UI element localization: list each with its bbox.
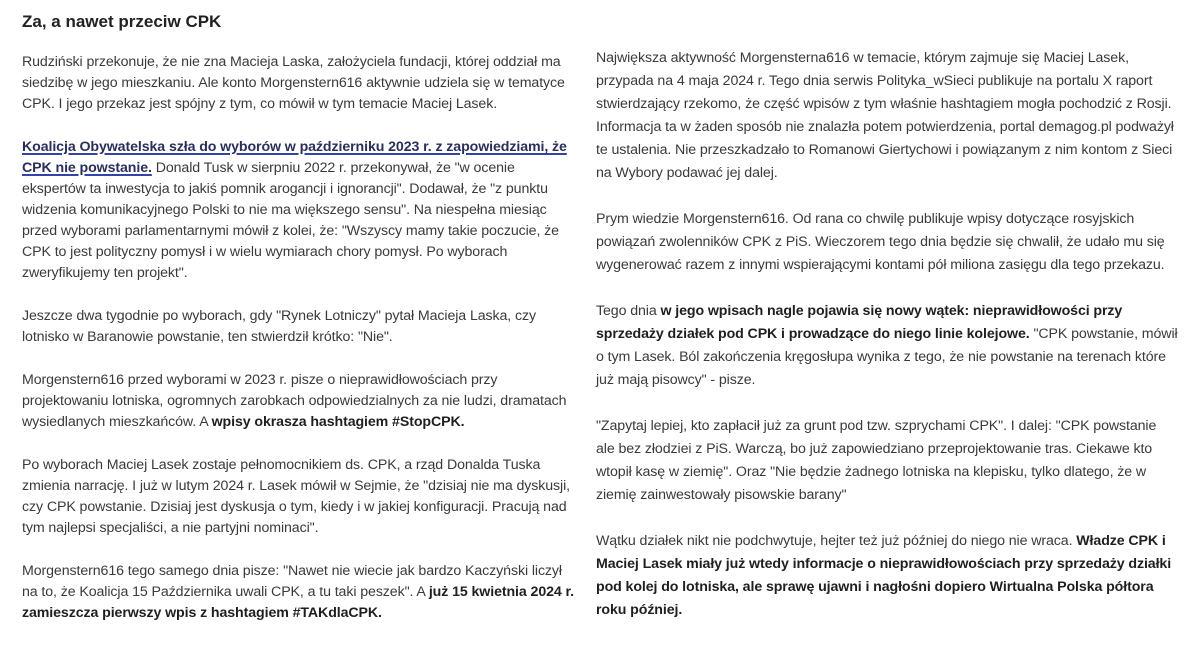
ko-election-link[interactable]: Koalicja Obywatelska szła do wyborów w październiku 2023 r. z zapowiedziami, że CPK nie powstanie. bbox=[22, 139, 567, 176]
paragraph-new-thread-text1: Tego dnia bbox=[596, 303, 661, 319]
right-column bbox=[596, 47, 1178, 645]
paragraph-rynek-lotniczy: Jeszcze dwa tygodnie po wyborach, gdy "Rynek Lotniczy" pytał Macieja Laska, czy lotnisko w Baranowie powstanie, ten stwierdził krótko: "Nie". bbox=[22, 308, 536, 345]
paragraph-may-activity: Największa aktywność Morgensterna616 w temacie, którym zajmuje się Maciej Lasek, przypada na 4 maja 2024 r. Tego dnia serwis Polityka_wSieci publikuje na portalu X raport stwierdzający rzekomo, że część wpisów z tym właśnie hashtagiem mogła pochodzić z Rosji. Informacja ta w żaden sposób nie znalazła potem potwierdzenia, portal demagog.pl podważył te ustalenia. Nie przeszkadzało to Romanowi Giertychowi i powiązanym z nim kontom z Sieci na Wybory podawać jej dalej. bbox=[596, 50, 1174, 181]
paragraph-takdlacpk bbox=[22, 561, 578, 624]
paragraph-intro: Rudziński przekonuje, że nie zna Macieja Laska, założyciela fundacji, której oddział ma siedzibę w jego mieszkaniu. Ale konto Morgenstern616 aktywnie udziela się w tematyce CPK. I jego przekaz jest spójny z tym, co mówił w tym temacie Maciej Lasek. bbox=[22, 54, 565, 112]
paragraph-prym: Prym wiedzie Morgenstern616. Od rana co chwilę publikuje wpisy dotyczące rosyjskich powiązań zwolenników CPK z PiS. Wieczorem tego dnia będzie się chwalił, że udało mu się wygenerować razem z innymi wspierającymi kontami pół miliona zasięgu dla tego przekazu. bbox=[596, 211, 1165, 273]
paragraph-conclusion-bold: Władze CPK i Maciej Lasek miały już wtedy informacje o nieprawidłowościach przy sprzedaży działki pod kolej do lotniska, ale sprawę ujawni i nagłośni dopiero Wirtualna Polska półtora roku później. bbox=[596, 533, 1172, 618]
paragraph-takdlacpk-text: Morgenstern616 tego samego dnia pisze: "Nawet nie wiecie jak bardzo Kaczyński liczył na to, że Koalicja 15 Października uwali CPK, a tu taki peszek". A bbox=[22, 563, 562, 600]
left-column bbox=[22, 52, 578, 646]
article-section-title: Za, a nawet przeciw CPK bbox=[22, 12, 222, 31]
paragraph-stopcpk-bold: wpisy okrasza hashtagiem #StopCPK. bbox=[211, 414, 465, 430]
paragraph-quotes: "Zapytaj lepiej, kto zapłacił już za grunt pod tzw. szprychami CPK". I dalej: "CPK powstanie ale bez złodziei z PiS. Warczą, bo już zapowiedziano przeprojektowanie tras. Ciekawe kto wtopił kasę w ziemię". Oraz "Nie będzie żadnego lotniska na klepisku, tylko dlatego, że w ziemię zainwestowały pisowskie barany" bbox=[596, 418, 1157, 503]
paragraph-stopcpk-text: Morgenstern616 przed wyborami w 2023 r. pisze o nieprawidłowościach przy projektowaniu lotniska, ogromnych zarobkach odpowiedzialnych za nie ludzi, dramatach wysiedlanych mieszkańców. A bbox=[22, 372, 567, 430]
paragraph-new-thread-text2: "CPK powstanie, mówił o tym Lasek. Ból zakończenia kręgosłupa wynika z tego, że nie powstanie na terenach które już mają pisowcy" - pisze. bbox=[596, 326, 1178, 388]
paragraph-lasek-sejm: Po wyborach Maciej Lasek zostaje pełnomocnikiem ds. CPK, a rząd Donalda Tuska zmienia narrację. I już w lutym 2024 r. Lasek mówił w Sejmie, że "dzisiaj nie ma dyskusji, czy CPK powstanie. Dzisiaj jest dyskusja o tym, kiedy i w jakiej konfiguracji. Pracują nad tym najlepsi specjaliści, a nie partyjni nominaci". bbox=[22, 457, 570, 536]
paragraph-conclusion bbox=[596, 530, 1178, 622]
paragraph-new-thread-bold: w jego wpisach nagle pojawia się nowy wątek: nieprawidłowości przy sprzedaży działek pod CPK i prowadzące do niego linie kolejowe. bbox=[596, 303, 1123, 342]
paragraph-tusk-quotes: Donald Tusk w sierpniu 2022 r. przekonywał, że "w ocenie ekspertów ta inwestycja to jakiś pomnik arogancji i ignorancji". Dodawał, że "z punktu widzenia komunikacyjnego Polski to nie ma większego sensu". Na niespełna miesiąc przed wyborami parlamentarnymi mówił z kolei, że: "Wszyscy mamy takie poczucie, że CPK to jest polityczny pomysł i w wielu wymiarach chory pomysł. Po wyborach zweryfikujemy ten projekt". bbox=[22, 160, 559, 281]
paragraph-stopcpk bbox=[22, 370, 578, 433]
paragraph-new-thread bbox=[596, 300, 1178, 392]
paragraph-ko-promises bbox=[22, 137, 578, 284]
paragraph-takdlacpk-bold: już 15 kwietnia 2024 r. zamieszcza pierwszy wpis z hashtagiem #TAKdlaCPK. bbox=[22, 584, 575, 621]
paragraph-conclusion-text: Wątku działek nikt nie podchwytuje, hejter też już później do niego nie wraca. bbox=[596, 533, 1077, 549]
